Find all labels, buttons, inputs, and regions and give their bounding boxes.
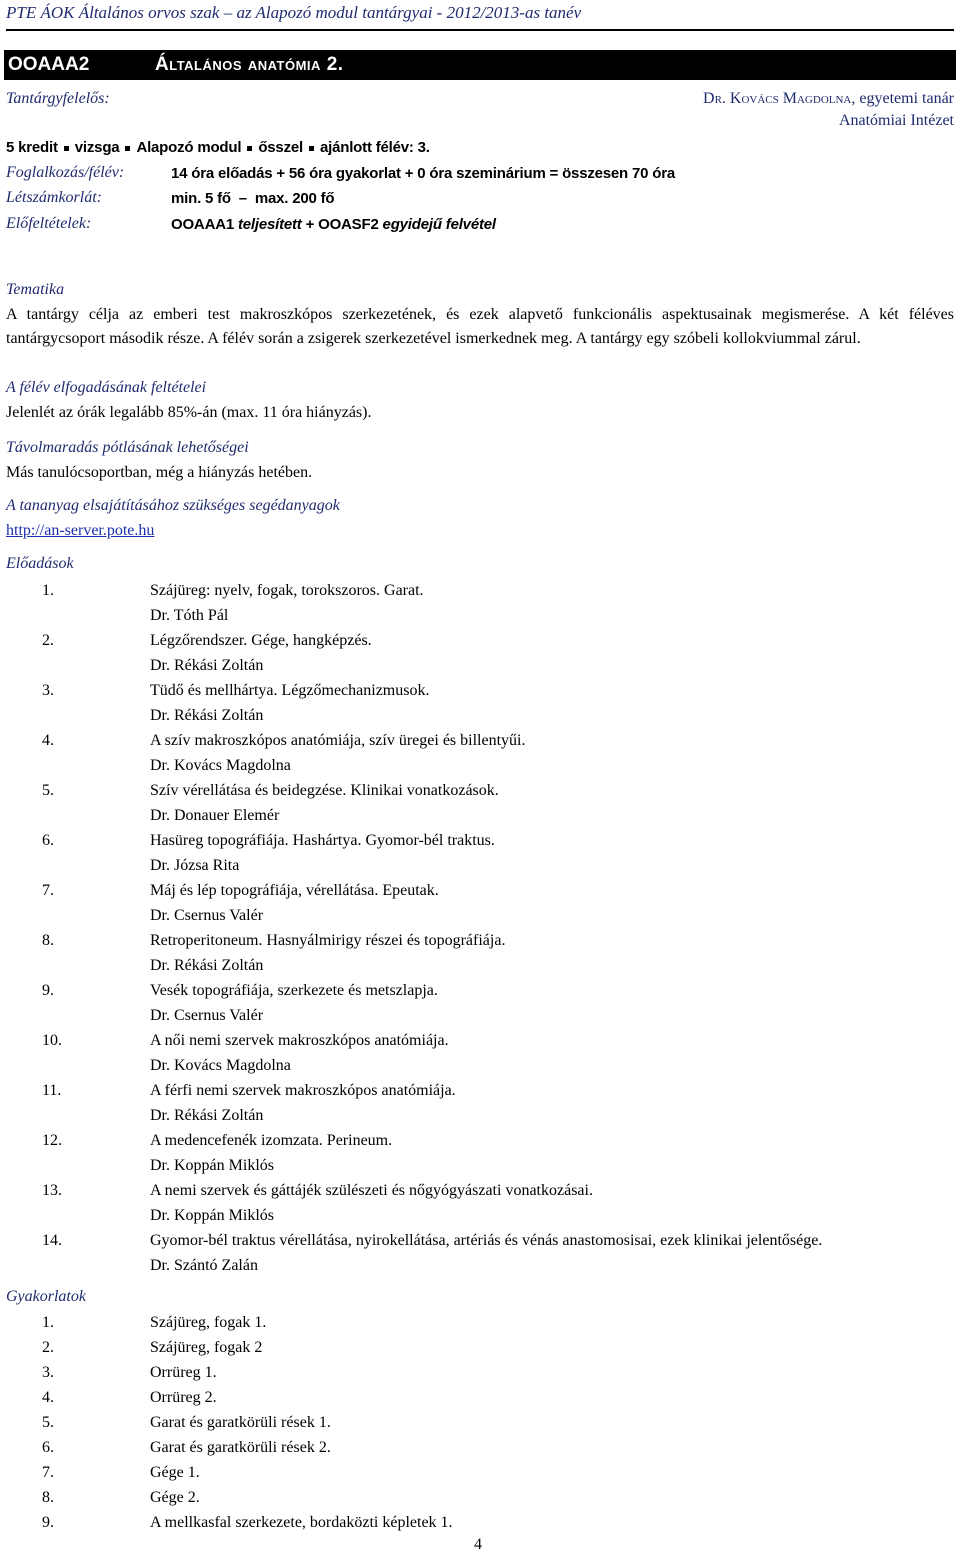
lecture-number: 5. — [42, 782, 54, 799]
lecture-number: 11. — [42, 1082, 62, 1099]
tematika-text: A tantárgy célja az emberi test makroszkópos szerkezetének, és ezek alapvető funkcionális aspektusainak megismerése. A két féléves tantárgycsoport második része. A félév során a zsigerek szerkezetével ismerkednek meg. A tantárgy egy szóbeli kollokviummal zárul. — [6, 306, 954, 347]
running-header: PTE ÁOK Általános orvos szak – az Alapozó modul tantárgyai - 2012/2013-as tanév — [6, 1, 954, 31]
lecture-lecturer-row — [42, 605, 942, 627]
lecture-lecturer-row — [42, 755, 942, 777]
lecture-lecturer-row — [42, 1005, 942, 1027]
prereq-value — [171, 216, 496, 233]
lecturer-name: Dr. Szántó Zalán — [150, 1257, 258, 1274]
practical-number: 5. — [42, 1414, 54, 1431]
responsible-department: Anatómiai Intézet — [838, 112, 954, 129]
lecture-title: Gyomor-bél traktus vérellátása, nyirokellátása, artériás és vénás anastomosisai, ezek klinikai jelentősége. — [150, 1232, 823, 1249]
bullet-icon — [247, 146, 252, 151]
lecture-title: Szív vérellátása és beidegzése. Klinikai vonatkozások. — [150, 782, 499, 799]
practical-title: Gége 2. — [150, 1489, 200, 1506]
practical-title: Garat és garatkörüli rések 2. — [150, 1439, 331, 1456]
limit-value: min. 5 fő – max. 200 fő — [171, 190, 335, 207]
practical-item — [42, 1412, 942, 1434]
bullet-icon — [64, 146, 69, 151]
lecture-item — [42, 1080, 942, 1102]
lecture-lecturer-row — [42, 905, 942, 927]
practical-number: 8. — [42, 1489, 54, 1506]
lecturer-name: Dr. Kovács Magdolna — [150, 757, 291, 774]
lecturer-name: Dr. Csernus Valér — [150, 907, 264, 924]
lecture-number: 13. — [42, 1182, 62, 1199]
acceptance-text: Jelenlét az órák legalább 85%-án (max. 11 óra hiányzás). — [6, 404, 372, 421]
lecture-number: 7. — [42, 882, 54, 899]
prereq-code-2: OOASF2 — [318, 216, 379, 233]
course-code: OOAAA2 — [8, 54, 90, 75]
lecture-item — [42, 1180, 942, 1202]
practical-number: 9. — [42, 1514, 54, 1531]
practical-number: 6. — [42, 1439, 54, 1456]
practical-number: 7. — [42, 1464, 54, 1481]
limit-label: Létszámkorlát: — [6, 189, 102, 206]
semester-season: ősszel — [258, 139, 303, 156]
lecture-item — [42, 880, 942, 902]
lecture-number: 1. — [42, 582, 54, 599]
lecture-item — [42, 830, 942, 852]
prereq-text-2: egyidejű felvétel — [378, 216, 496, 233]
responsible-name: Dr. Kovács Magdolna — [703, 90, 852, 107]
lecture-number: 4. — [42, 732, 54, 749]
practical-title: A mellkasfal szerkezete, bordaközti képletek 1. — [150, 1514, 453, 1531]
credit-value: 5 kredit — [6, 139, 58, 156]
prereq-text-1: teljesített — [233, 216, 302, 233]
page-number: 4 — [474, 1536, 482, 1553]
practical-item — [42, 1512, 942, 1534]
lecture-item — [42, 1230, 942, 1252]
bullet-icon — [125, 146, 130, 151]
lecture-title: A medencefenék izomzata. Perineum. — [150, 1132, 393, 1149]
lecture-lecturer-row — [42, 705, 942, 727]
prereq-plus: + — [301, 216, 319, 233]
lecture-title: A férfi nemi szervek makroszkópos anatómiája. — [150, 1082, 456, 1099]
lecture-title: A női nemi szervek makroszkópos anatómiája. — [150, 1032, 449, 1049]
lecturer-name: Dr. Rékási Zoltán — [150, 957, 264, 974]
bullet-icon — [309, 146, 314, 151]
practical-title: Orrüreg 2. — [150, 1389, 217, 1406]
lecture-number: 3. — [42, 682, 54, 699]
prereq-label: Előfeltételek: — [6, 215, 92, 232]
lecture-lecturer-row — [42, 805, 942, 827]
practical-item — [42, 1437, 942, 1459]
recommended-semester: ajánlott félév: 3. — [320, 139, 430, 156]
lecturer-name: Dr. Rékási Zoltán — [150, 1107, 264, 1124]
prereq-code-1: OOAAA1 — [171, 216, 234, 233]
lecturer-name: Dr. Csernus Valér — [150, 1007, 264, 1024]
lecture-number: 8. — [42, 932, 54, 949]
lecture-item — [42, 580, 942, 602]
lecturer-name: Dr. Koppán Miklós — [150, 1207, 274, 1224]
lecture-item — [42, 680, 942, 702]
hours-label: Foglalkozás/félév: — [6, 164, 125, 181]
practical-title: Orrüreg 1. — [150, 1364, 217, 1381]
lecture-item — [42, 1030, 942, 1052]
lecture-item — [42, 980, 942, 1002]
lecture-title: Hasüreg topográfiája. Hashártya. Gyomor-bél traktus. — [150, 832, 495, 849]
practical-number: 1. — [42, 1314, 54, 1331]
practicals-title: Gyakorlatok — [6, 1288, 86, 1305]
lecture-lecturer-row — [42, 1255, 942, 1277]
practical-title: Gége 1. — [150, 1464, 200, 1481]
lecture-title: Máj és lép topográfiája, vérellátása. Epeutak. — [150, 882, 439, 899]
materials-title: A tananyag elsajátításához szükséges segédanyagok — [6, 497, 340, 514]
lecturer-name: Dr. Koppán Miklós — [150, 1157, 274, 1174]
lecture-item — [42, 630, 942, 652]
lecture-title: A nemi szervek és gáttájék szülészeti és nőgyógyászati vonatkozásai. — [150, 1182, 593, 1199]
lecture-title: A szív makroszkópos anatómiája, szív üregei és billentyűi. — [150, 732, 526, 749]
lecturer-name: Dr. Tóth Pál — [150, 607, 229, 624]
lecture-lecturer-row — [42, 955, 942, 977]
practical-item — [42, 1487, 942, 1509]
practical-title: Garat és garatkörüli rések 1. — [150, 1414, 331, 1431]
course-name: Általános anatómia 2. — [155, 54, 344, 75]
practical-item — [42, 1462, 942, 1484]
lecture-lecturer-row — [42, 1155, 942, 1177]
lecture-lecturer-row — [42, 1105, 942, 1127]
course-title-bar — [4, 50, 956, 80]
hours-value: 14 óra előadás + 56 óra gyakorlat + 0 óra szeminárium = összesen 70 óra — [171, 165, 675, 182]
responsible-person — [703, 90, 954, 108]
lecturer-name: Dr. Rékási Zoltán — [150, 707, 264, 724]
course-info-line — [6, 139, 430, 156]
lecture-number: 6. — [42, 832, 54, 849]
lecture-item — [42, 730, 942, 752]
lecture-title: Retroperitoneum. Hasnyálmirigy részei és topográfiája. — [150, 932, 506, 949]
practical-title: Szájüreg, fogak 2 — [150, 1339, 263, 1356]
lecture-item — [42, 930, 942, 952]
practical-number: 4. — [42, 1389, 54, 1406]
lecturer-name: Dr. Józsa Rita — [150, 857, 240, 874]
lecture-number: 10. — [42, 1032, 62, 1049]
tematika-title: Tematika — [6, 281, 65, 298]
practical-item — [42, 1312, 942, 1334]
lectures-title: Előadások — [6, 555, 74, 572]
responsible-label: Tantárgyfelelős: — [6, 90, 110, 107]
practical-item — [42, 1362, 942, 1384]
lecture-title: Tüdő és mellhártya. Légzőmechanizmusok. — [150, 682, 430, 699]
exam-type: vizsga — [74, 139, 120, 156]
absence-text: Más tanulócsoportban, még a hiányzás hetében. — [6, 464, 313, 481]
lecture-number: 9. — [42, 982, 54, 999]
lecture-lecturer-row — [42, 855, 942, 877]
practical-item — [42, 1337, 942, 1359]
absence-title: Távolmaradás pótlásának lehetőségei — [6, 439, 249, 456]
lecture-lecturer-row — [42, 1205, 942, 1227]
lecture-lecturer-row — [42, 655, 942, 677]
responsible-title: , egyetemi tanár — [851, 90, 954, 107]
lecturer-name: Dr. Donauer Elemér — [150, 807, 280, 824]
lecture-title: Vesék topográfiája, szerkezete és metszlapja. — [150, 982, 438, 999]
lecture-title: Szájüreg: nyelv, fogak, torokszoros. Garat. — [150, 582, 424, 599]
lecture-item — [42, 780, 942, 802]
lecture-number: 14. — [42, 1232, 62, 1249]
practical-item — [42, 1387, 942, 1409]
lecture-item — [42, 1130, 942, 1152]
practical-title: Szájüreg, fogak 1. — [150, 1314, 267, 1331]
lecturer-name: Dr. Rékási Zoltán — [150, 657, 264, 674]
materials-link[interactable]: http://an-server.pote.hu — [6, 522, 155, 539]
practical-number: 3. — [42, 1364, 54, 1381]
lecturer-name: Dr. Kovács Magdolna — [150, 1057, 291, 1074]
lecture-title: Légzőrendszer. Gége, hangképzés. — [150, 632, 372, 649]
acceptance-title: A félév elfogadásának feltételei — [6, 379, 207, 396]
lecture-number: 2. — [42, 632, 54, 649]
lecture-number: 12. — [42, 1132, 62, 1149]
lecture-lecturer-row — [42, 1055, 942, 1077]
module-name: Alapozó modul — [136, 139, 242, 156]
practical-number: 2. — [42, 1339, 54, 1356]
